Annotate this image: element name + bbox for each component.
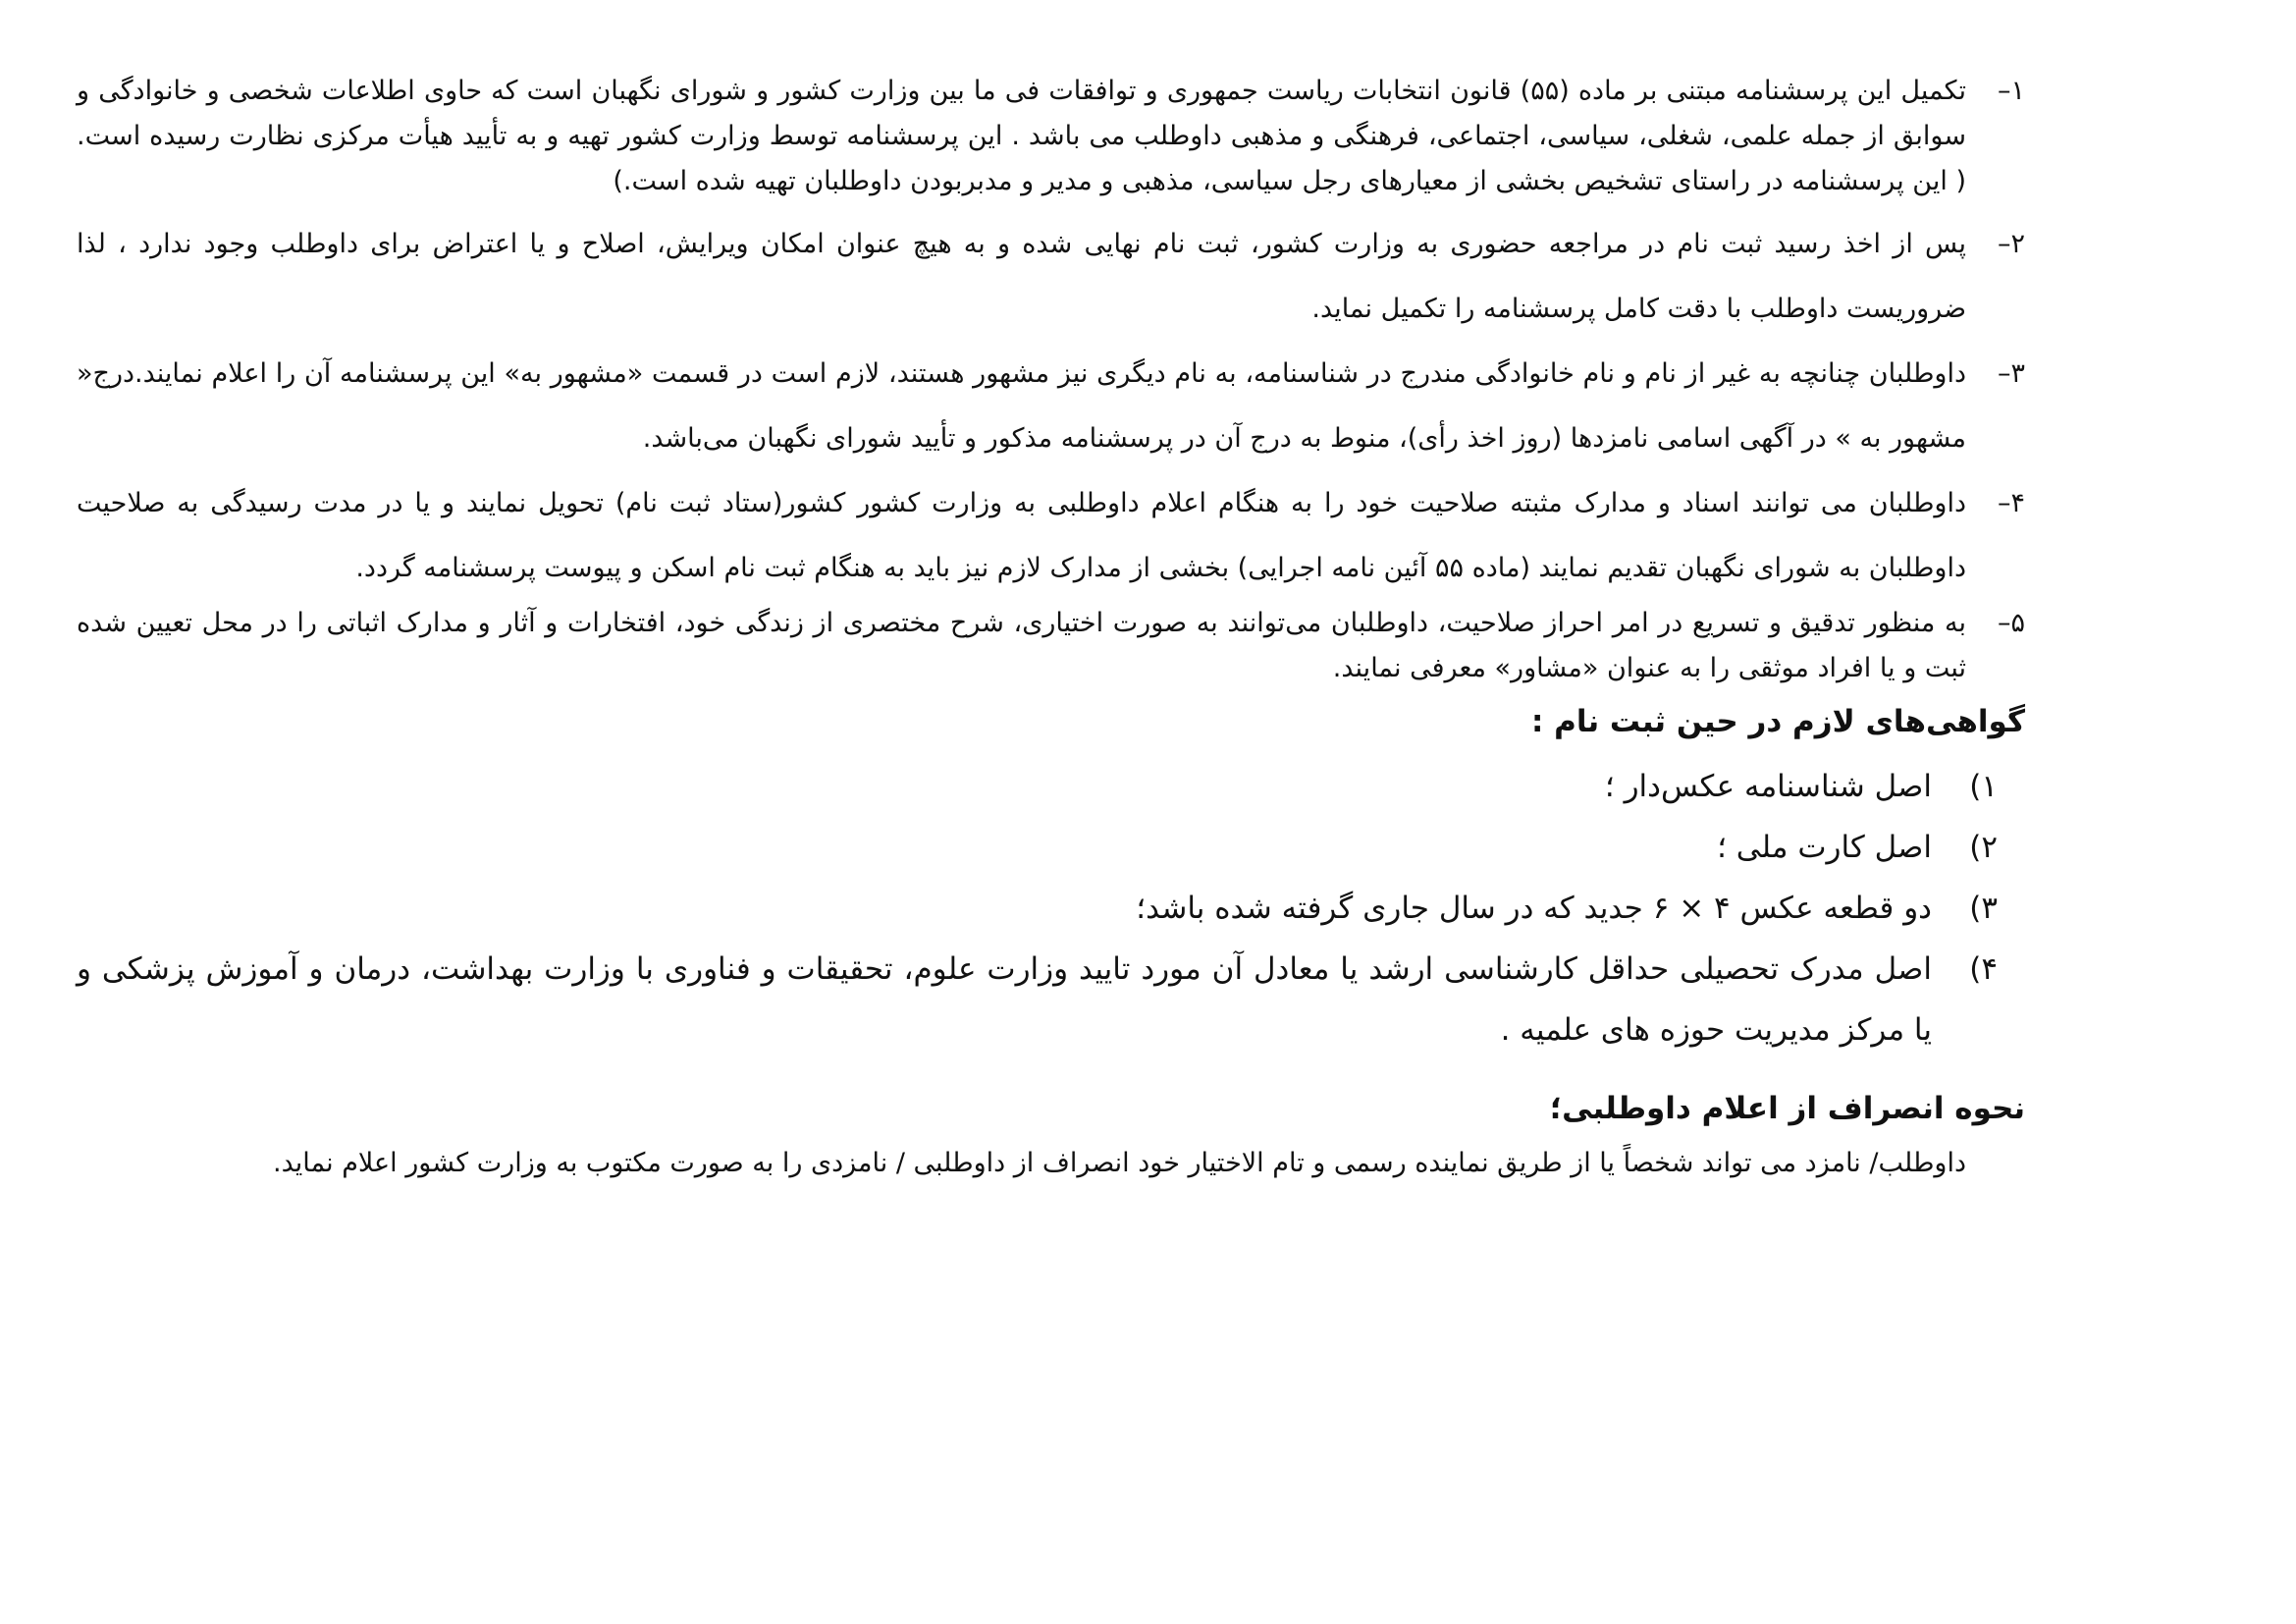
certificates-heading: گواهی‌های لازم در حین ثبت نام :	[1530, 704, 2025, 739]
certificates-list	[77, 756, 2025, 1060]
note-text: به منظور تدقیق و تسریع در امر احراز صلاحیت، داوطلبان می‌توانند به صورت اختیاری، شرح مختصری از زندگی خود، افتخارات و آثار و مدارک اثباتی را در محل تعیین شده ثبت و یا افراد موثقی را به عنوان «مشاور» معرفی نمایند.	[77, 608, 1966, 683]
note-number: ۱–	[1997, 76, 2025, 106]
certificate-item	[77, 878, 2025, 939]
note-number: ۲–	[1997, 229, 2025, 259]
certificate-item	[77, 756, 2025, 817]
certificate-number: ۲)	[1969, 830, 1998, 865]
certificate-item	[77, 939, 2025, 1060]
note-item	[77, 69, 2025, 204]
note-item	[77, 471, 2025, 601]
certificate-number: ۳)	[1969, 891, 1998, 926]
note-number: ۵–	[1997, 608, 2025, 638]
certificate-number: ۱)	[1969, 769, 1998, 804]
certificate-number: ۴)	[1969, 951, 1998, 987]
withdrawal-text: داوطلب/ نامزد می تواند شخصاً یا از طریق نماینده رسمی و تام الاختیار خود انصراف از داوطلبی / نامزدی را به صورت مکتوب به وزارت کشور اعلام نماید.	[273, 1148, 1966, 1178]
certificate-text: اصل کارت ملی ؛	[1717, 830, 1932, 865]
note-number: ۴–	[1997, 488, 2025, 518]
note-text: داوطلبان چنانچه به غیر از نام و نام خانوادگی مندرج در شناسنامه، به نام دیگری نیز مشهور هستند، لازم است در قسمت «مشهور به» این پرسشنامه آن را اعلام نمایند.درج« مشهور به » در آگهی اسامی نامزدها (روز اخذ رأی)، منوط به درج آن در پرسشنامه مذکور و تأیید شورای نگهبان می‌باشد.	[77, 358, 1966, 454]
withdrawal-heading: نحوه انصراف از اعلام داوطلبی؛	[1549, 1091, 2025, 1126]
note-item	[77, 342, 2025, 471]
certificate-text: اصل شناسنامه عکس‌دار ؛	[1604, 769, 1932, 804]
certificate-text: دو قطعه عکس ۴ × ۶ جدید که در سال جاری گرفته شده باشد؛	[1136, 891, 1932, 926]
note-text: داوطلبان می توانند اسناد و مدارک مثبته صلاحیت خود را به هنگام اعلام داوطلبی به وزارت کشور کشور(ستاد ثبت نام) تحویل نمایند و یا در مدت رسیدگی به صلاحیت داوطلبان به شورای نگهبان تقدیم نمایند (ماده ۵۵ آئین نامه اجرایی) بخشی از مدارک لازم نیز باید به هنگام ثبت نام اسکن و پیوست پرسشنامه گردد.	[77, 488, 1966, 583]
document-page	[77, 69, 2025, 1190]
note-item	[77, 212, 2025, 342]
note-number: ۳–	[1997, 358, 2025, 389]
notes-list	[77, 69, 2025, 691]
note-text: تکمیل این پرسشنامه مبتنی بر ماده (۵۵) قانون انتخابات ریاست جمهوری و توافقات فی ما بین وزارت کشور و شورای نگهبان است که حاوی اطلاعات شخصی و خانوادگی و سوابق از جمله علمی، شغلی، سیاسی، اجتماعی، فرهنگی و مذهبی داوطلب می باشد . این پرسشنامه توسط وزارت کشور تهیه و به تأیید هیأت مرکزی نظارت رسیده است. ( این پرسشنامه در راستای تشخیص بخشی از معیارهای رجل سیاسی، مذهبی و مدیر و مدبربودن داوطلبان تهیه شده است.)	[77, 76, 1966, 196]
certificate-text: اصل مدرک تحصیلی حداقل کارشناسی ارشد یا معادل آن مورد تایید وزارت علوم، تحقیقات و فناوری با وزارت بهداشت، درمان و آموزش پزشکی و یا مرکز مدیریت حوزه های علمیه .	[77, 951, 1932, 1048]
note-text: پس از اخذ رسید ثبت نام در مراجعه حضوری به وزارت کشور، ثبت نام نهایی شده و به هیچ عنوان امکان ویرایش، اصلاح و یا اعتراض برای داوطلب وجود ندارد ، لذا ضروریست داوطلب با دقت کامل پرسشنامه را تکمیل نماید.	[77, 229, 1966, 324]
note-item	[77, 601, 2025, 691]
certificate-item	[77, 817, 2025, 878]
